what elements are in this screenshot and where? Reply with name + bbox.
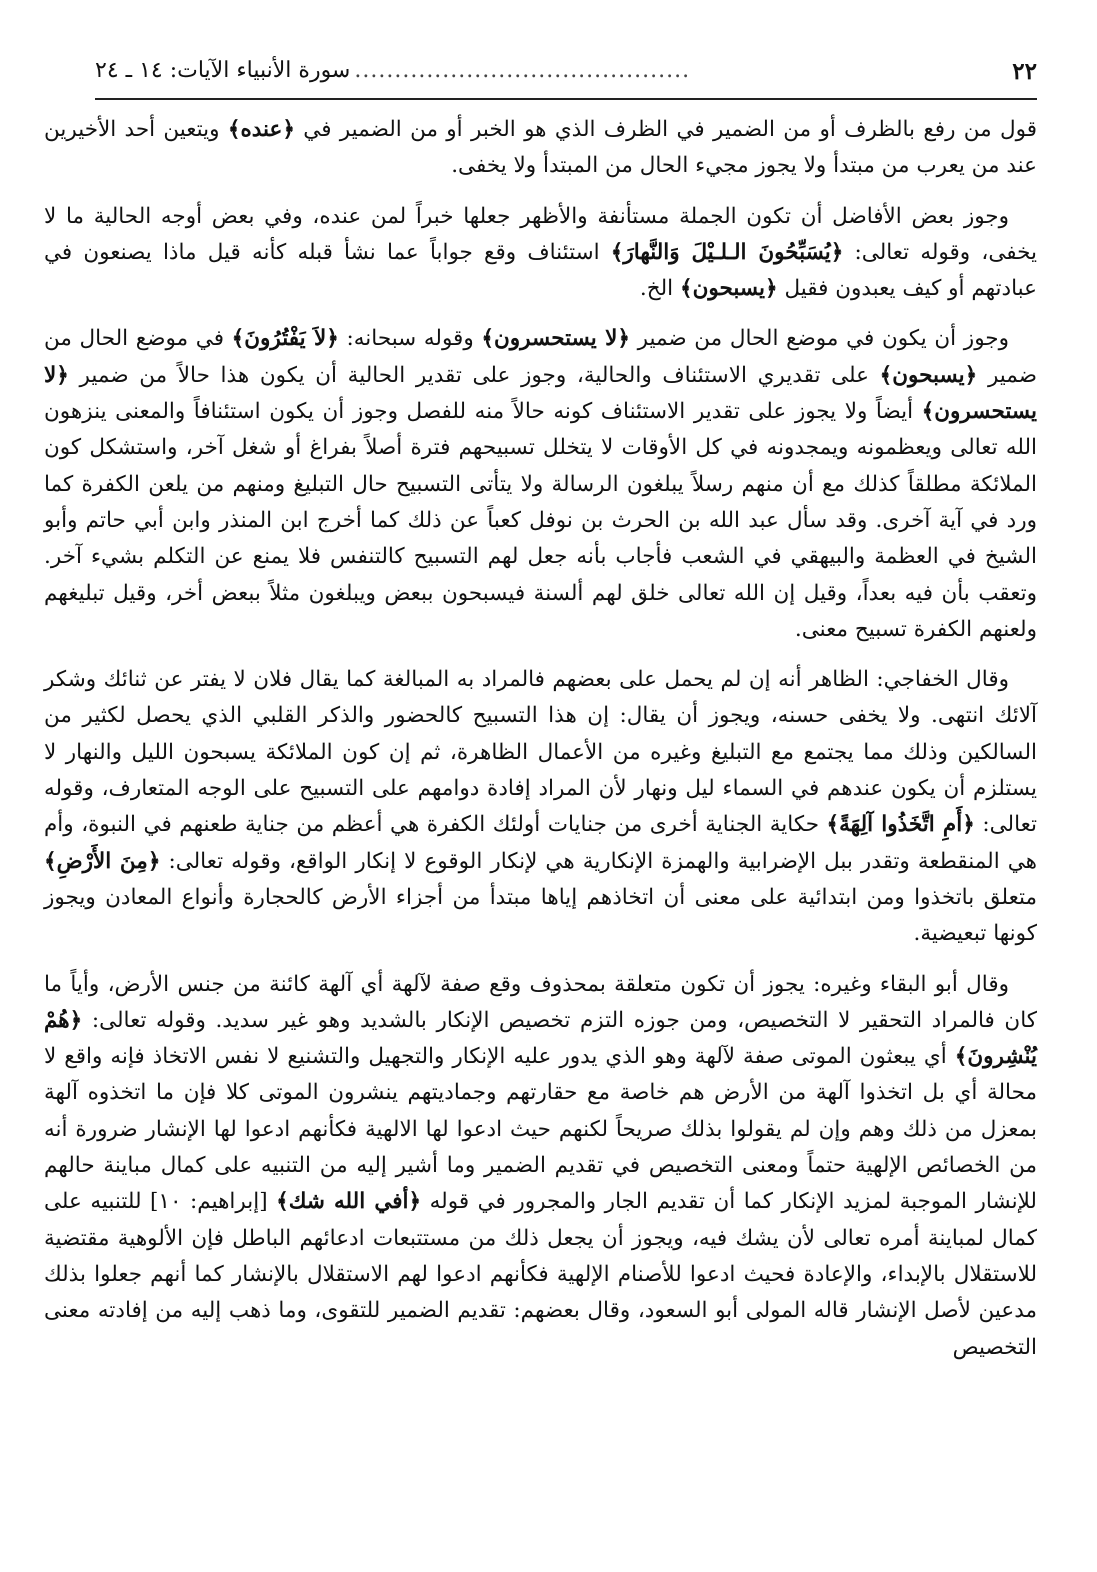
quran-quote: ﴿ لا يستحسرون ﴾ — [44, 363, 1037, 424]
paragraph-text: وقوله سبحانه: — [338, 326, 482, 352]
paragraph — [44, 199, 1037, 308]
leader-dots: .......................................... — [354, 58, 691, 83]
page-number: ٢٢ — [1012, 58, 1037, 85]
paragraph-text: وجوز بعض الأفاضل أن تكون الجملة مستأنفة والأظهر جعلها خبراً لمن عنده، وفي بعض أوجه الحالية ما لا يخفى، وقوله تعالى: — [44, 203, 1037, 265]
paragraph-text: الخ. — [639, 276, 680, 302]
paragraph-text: أيضاً ولا يجوز على تقدير الاستئناف كونه حالاً منه للفصل وجوز أن يكون استئنافاً والمعنى ينزهون الله تعالى ويعظمونه ويمجدونه في كل الأوقات لا يتخلل تسبيحهم فترة أصلاً بفراغ أو شغل آخر، واستشكل كون الملائكة مطلقاً كذلك مع أن منهم رسلاً يبلغون الرسالة ولا يتأتى التسبيح حال التبليغ ومنهم من يلعن الكفرة كما ورد في آية آخرى. وقد سأل عبد الله بن الحرث بن نوفل كعباً عن ذلك كما أخرج ابن المنذر وابن أبي حاتم وأبو الشيخ في العظمة والبيهقي في الشعب فأجاب بأنه جعل لهم التسبيح كالتنفس فلا يمنع عن التكلم بشيء آخر. وتعقب بأن فيه بعداً، وقيل إن الله تعالى خلق لهم ألسنة فيسبحون ببعض ويبلغون مثلاً ببعض أخر، وقيل تبليغهم ولعنهم الكفرة تسبيح معنى. — [44, 399, 1037, 642]
quran-quote: ﴿ أفي الله شك ﴾ — [276, 1189, 421, 1214]
quran-quote: ﴿ عنده ﴾ — [228, 117, 295, 142]
surah-header — [95, 58, 694, 83]
paragraph-text: وقال أبو البقاء وغيره: يجوز أن تكون متعلقة بمحذوف وقع صفة لآلهة أي آلهة كائنة من جنس الأرض، وأياً ما كان فالمراد التحقير لا التخصيص، ومن جوزه التزم تخصيص الإنكار بالشديد وهو غير سديد. وقوله تعالى: — [44, 971, 1037, 1033]
paragraph-text: وقال الخفاجي: الظاهر أنه إن لم يحمل على بعضهم فالمراد به المبالغة كما يقال فلان لا يفتر عن ثنائك وشكر آلائك انتهى. ولا يخفى حسنه، ويجوز أن يقال: إن هذا التسبيح كالحضور والذكر القلبي الذي يحصل لكثير من السالكين وذلك مما يجتمع مع التبليغ وغيره من الأعمال الظاهرة، ثم إن كون الملائكة يسبحون الليل والنهار لا يستلزم أن يكون عندهم في السماء ليل ونهار لأن المراد إفادة دوامهم على التسبيح على الوجه المتعارف، وقوله تعالى: — [44, 667, 1037, 838]
paragraph-text: وجوز أن يكون في موضع الحال من ضمير — [629, 326, 1009, 352]
paragraph-text: استئناف وقع جواباً عما نشأ قبله كأنه قيل ماذا يصنعون في عبادتهم أو كيف يعبدون فقيل — [44, 239, 1037, 302]
paragraph — [44, 967, 1037, 1366]
paragraph-text: في موضع الحال من ضمير — [44, 326, 1037, 388]
quran-quote: ﴿ يسبحون ﴾ — [880, 363, 978, 388]
paragraph-text: أي يبعثون الموتى صفة لآلهة وهو الذي يدور عليه الإنكار والتجهيل والتشنيع لا نفس الاتخاذ فإنه واقع لا محالة أي بل اتخذوا آلهة من الأرض هم خاصة مع حقارتهم وجماديتهم ينشرون الموتى كلا فإن ما اتخذوه آلهة بمعزل من ذلك وهم وإن لم يقولوا بذلك صريحاً لكنهم حيث ادعوا لها الالهية فكأنهم ادعوا لها الإنشار ضرورة أنه من الخصائص الإلهية حتماً ومعنى التخصيص في تقديم الضمير وما أشير إليه من التنبيه على كمال مباينة حالهم للإنشار الموجبة لمزيد الإنكار كما أن تقديم الجار والمجرور في قوله — [44, 1044, 1037, 1215]
paragraph-text: ويتعين أحد الأخيرين عند من يعرب من مبتدأ ولا يجوز مجيء الحال من المبتدأ ولا يخفى. — [44, 117, 1037, 179]
quran-quote: ﴿ مِنَ الأَرْضِ ﴾ — [44, 849, 160, 874]
quran-quote: ﴿ أَمِ اتَّخَذُوا آلِهَةً ﴾ — [827, 812, 975, 837]
commentary-body — [44, 112, 1037, 1380]
paragraph-text: على تقديري الاستئناف والحالية، وجوز على تقدير الحالية أن يكون هذا حالاً من ضمير — [68, 362, 880, 388]
paragraph-text: قول من رفع بالظرف أو من الضمير في الظرف الذي هو الخبر أو من الضمير في — [294, 117, 1038, 142]
quran-quote: ﴿ لا يستحسرون ﴾ — [481, 326, 630, 351]
paragraph — [44, 112, 1037, 185]
running-header — [95, 52, 1037, 100]
paragraph — [44, 662, 1037, 952]
quran-quote: ﴿ يُسَبِّحُونَ الـلـيْلَ وَالنَّهارَ ﴾ — [611, 240, 844, 265]
surah-title: سورة الأنبياء الآيات: ١٤ ـ ٢٤ — [95, 58, 351, 83]
quran-quote: ﴿ هُمْ يُنْشِرونَ ﴾ — [44, 1008, 1037, 1069]
paragraph-text: [إبراهيم: ١٠] للتنبيه على كمال لمباينة أمره تعالى لأن يشك فيه، ويجوز أن يجعل ذلك من مستتبعات ادعائهم الباطل فإن الألوهية مقتضية للاستقلال بالإبداء، والإعادة فحيث ادعوا للأصنام الإلهية فكأنهم ادعوا لهم الاستقلال بالإنشار كما أنهم جعلوا بذلك مدعين لأصل الإنشار قاله المولى أبو السعود، وقال بعضهم: تقديم الضمير للتقوى، وما ذهب إليه من إفادته معنى التخصيص — [44, 1189, 1037, 1360]
paragraph — [44, 321, 1037, 648]
quran-quote: ﴿ لاَ يَفْتُرُونَ ﴾ — [232, 326, 339, 351]
quran-quote: ﴿ يسبحون ﴾ — [680, 276, 778, 301]
paragraph-text: حكاية الجناية أخرى من جنايات أولئك الكفرة هي أعظم من جناية طعنهم في النبوة، وأم هي المنقطعة وتقدر ببل الإضرابية والهمزة الإنكارية هي لإنكار الوقوع لا إنكار الواقع، وقوله تعالى: — [44, 812, 1038, 874]
paragraph-text: متعلق باتخذوا ومن ابتدائية على معنى أن اتخاذهم إياها مبتدأ من أجزاء الأرض كالحجارة وأنواع المعادن ويجوز كونها تبعيضية. — [44, 884, 1037, 947]
